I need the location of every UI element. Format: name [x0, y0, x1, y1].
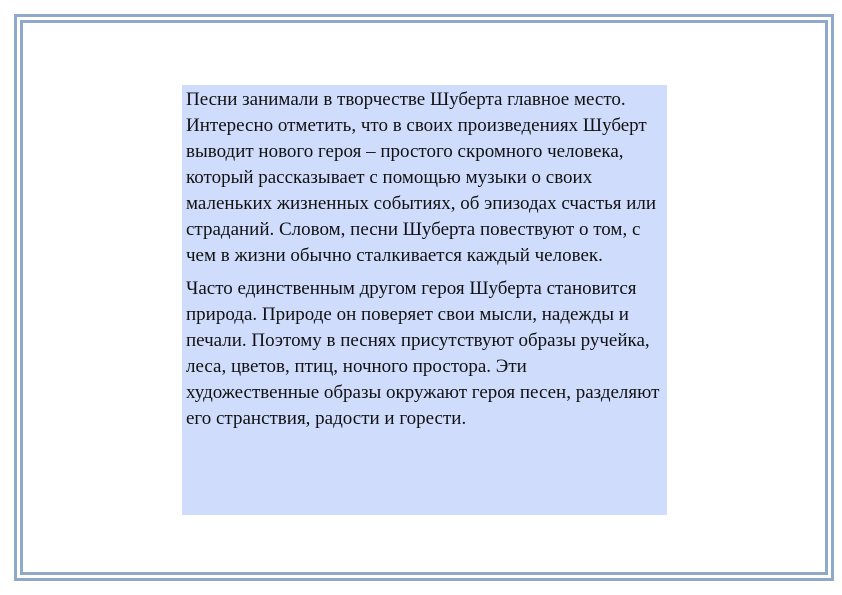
paragraph-nature-friend: Часто единственным другом героя Шуберта становится природа. Природе он поверяет свои мысли, надежды и печали. Поэтому в песнях присутствуют образы ручейка, леса, цветов, птиц, ночного простора. Эти художественные образы окружают героя песен, разделяют его странствия, радости и горести.: [186, 278, 660, 429]
paragraph-songs-main-place: Песни занимали в творчестве Шуберта главное место. Интересно отметить, что в своих произведениях Шуберт выводит нового героя – простого скромного человека, который рассказывает с помощью музыки о своих маленьких жизненных событиях, об эпизодах счастья или страданий. Словом, песни Шуберта повествуют о том, с чем в жизни обычно сталкивается каждый человек.: [186, 89, 657, 266]
text-block: [182, 85, 667, 515]
